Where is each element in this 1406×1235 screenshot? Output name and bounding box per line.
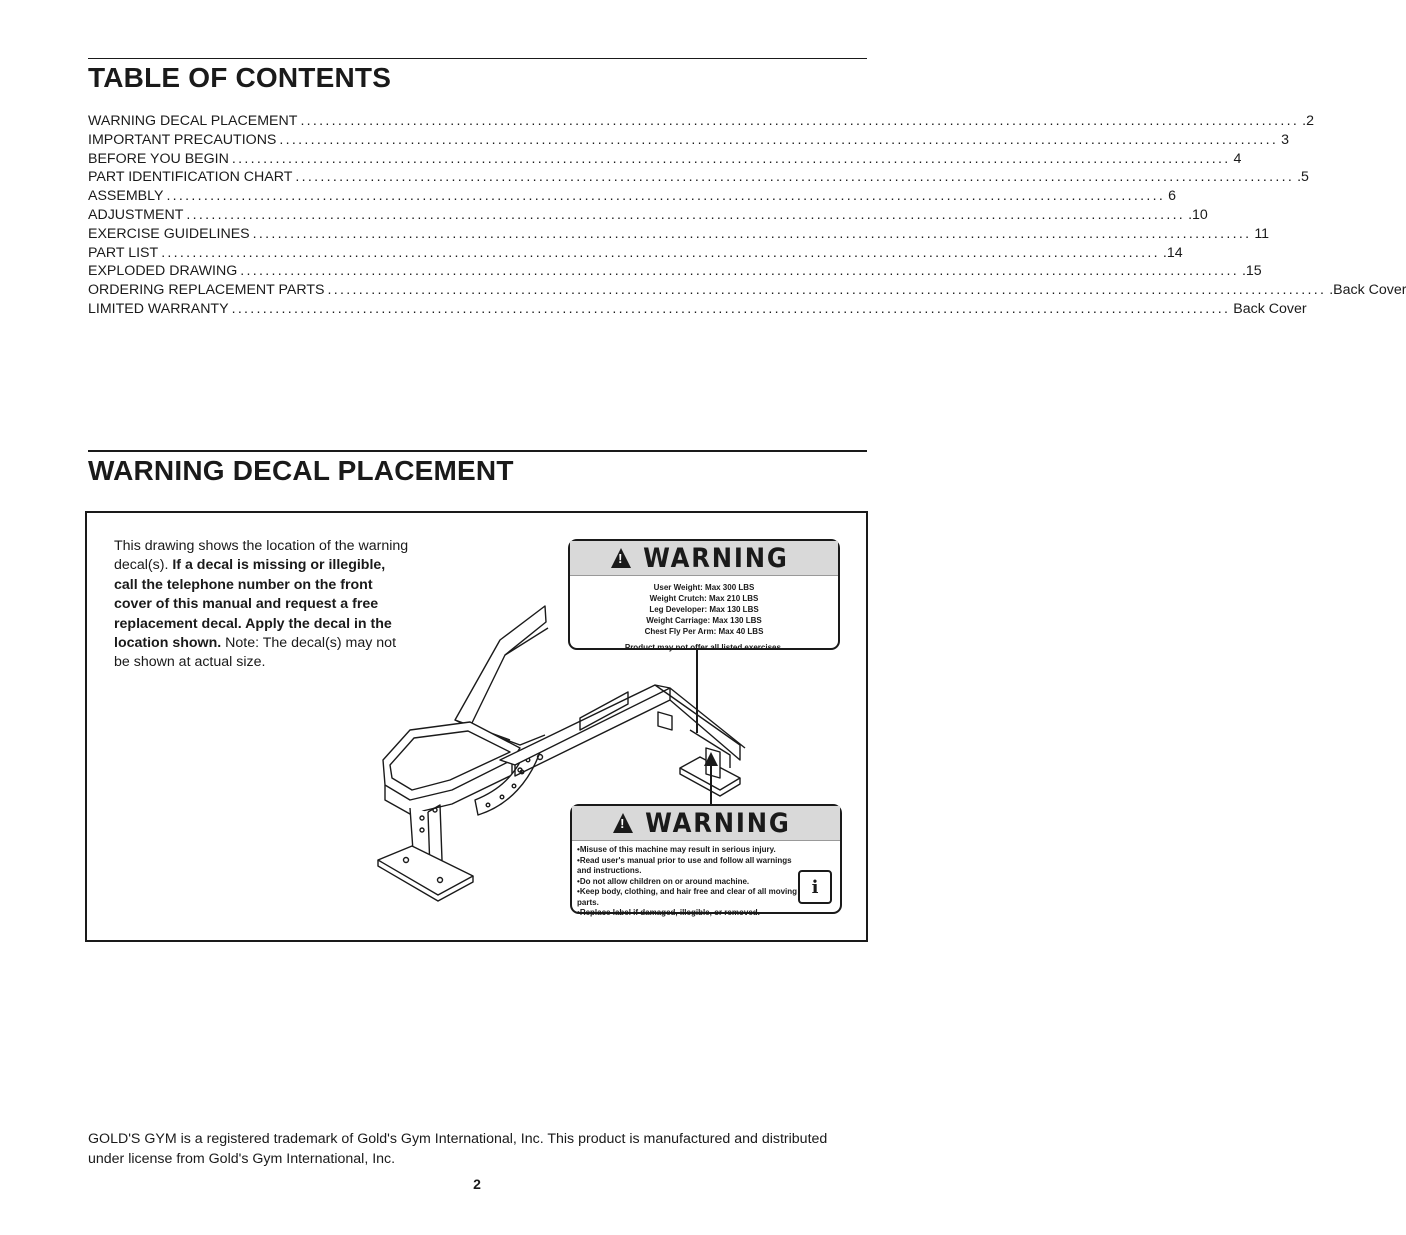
toc-dot-leader: ................................................................................................................................................................ — [161, 244, 1160, 261]
toc-entry[interactable] — [88, 169, 1309, 188]
toc-entry-title: PART LIST — [88, 244, 159, 261]
toc-list — [88, 113, 1406, 320]
trademark-notice: GOLD'S GYM is a registered trademark of Gold's Gym International, Inc. This product is manufactured and distributed under license from Gold's Gym International, Inc. — [88, 1131, 828, 1167]
intro-note-text: Note: The decal(s) may not be shown at actual size. — [114, 635, 397, 671]
weight-limit-decal — [568, 539, 840, 650]
toc-entry-page: 3 — [1281, 131, 1289, 148]
page-number: 2 — [473, 1176, 481, 1192]
weight-limits-list — [570, 582, 838, 637]
toc-dot-leader: ................................................................................................................................................................ — [295, 169, 1295, 186]
toc-dot-leader: ................................................................................................................................................................ — [186, 206, 1186, 223]
toc-entry[interactable] — [88, 131, 1289, 151]
toc-entry-title: BEFORE YOU BEGIN — [88, 150, 229, 167]
decal-title: WARNING — [645, 807, 791, 839]
toc-entry[interactable] — [88, 225, 1270, 245]
toc-entry-page: .15 — [1241, 263, 1262, 280]
toc-entry-page: 4 — [1233, 150, 1242, 167]
weight-limit-line: Weight Carriage: Max 130 LBS — [646, 616, 762, 625]
toc-entry[interactable] — [88, 150, 1242, 170]
toc-top-rule — [88, 58, 867, 59]
weight-limit-line: User Weight: Max 300 LBS — [653, 583, 755, 592]
toc-dot-leader: ................................................................................................................................................................ — [240, 263, 1239, 280]
toc-entry-title: WARNING DECAL PLACEMENT — [88, 113, 298, 129]
safety-rule: • Read user's manual prior to use and follow all warnings and instructions. — [577, 856, 807, 877]
safety-rule: • Misuse of this machine may result in serious injury. — [577, 845, 807, 856]
toc-entry-title: ASSEMBLY — [88, 188, 164, 205]
toc-entry-title: ORDERING REPLACEMENT PARTS — [88, 282, 325, 299]
warning-triangle-icon: ! — [613, 813, 633, 833]
toc-entry-page: 6 — [1168, 188, 1177, 205]
decal-title: WARNING — [643, 542, 789, 574]
decal-header — [572, 806, 840, 841]
toc-entry[interactable] — [88, 263, 1262, 282]
warning-section-rule — [88, 450, 867, 452]
toc-entry[interactable] — [88, 206, 1208, 226]
weight-limit-line: Weight Crutch: Max 210 LBS — [649, 594, 759, 603]
toc-dot-leader: ................................................................................................................................................................ — [327, 282, 1327, 299]
toc-dot-leader: ................................................................................................................................................................ — [300, 113, 1300, 129]
toc-entry[interactable] — [88, 300, 1307, 320]
toc-entry-title: LIMITED WARRANTY — [88, 300, 229, 317]
toc-entry-title: EXPLODED DRAWING — [88, 263, 238, 280]
intro-plain-text: This drawing shows the location of the warning decal(s). — [114, 538, 409, 574]
toc-entry-page: .Back Cover — [1329, 282, 1406, 299]
toc-dot-leader: ................................................................................................................................................................ — [231, 150, 1231, 167]
toc-dot-leader: ................................................................................................................................................................ — [279, 131, 1279, 148]
read-manual-icon: i — [798, 870, 832, 904]
toc-entry[interactable] — [88, 188, 1177, 207]
toc-entry-title: IMPORTANT PRECAUTIONS — [88, 131, 277, 148]
safety-warning-decal — [570, 804, 842, 917]
toc-entry-page: Back Cover — [1233, 300, 1307, 317]
decal-header — [570, 541, 838, 576]
safety-rules-list — [577, 845, 807, 919]
safety-rule: • Do not allow children on or around machine. — [577, 877, 807, 888]
toc-entry[interactable] — [88, 282, 1406, 301]
toc-entry-page: .10 — [1188, 206, 1208, 223]
safety-rule: • Keep body, clothing, and hair free and clear of all moving parts. — [577, 887, 807, 908]
toc-entry-page: .2 — [1302, 113, 1314, 129]
toc-entry[interactable] — [88, 244, 1183, 264]
weight-limit-line: Leg Developer: Max 130 LBS — [649, 605, 759, 614]
toc-entry-page: .5 — [1297, 169, 1309, 186]
toc-dot-leader: ................................................................................................................................................................ — [252, 225, 1252, 242]
toc-entry-page: 11 — [1254, 225, 1270, 242]
toc-entry-title: PART IDENTIFICATION CHART — [88, 169, 293, 186]
decal-intro-paragraph — [114, 537, 409, 673]
safety-rule: • Replace label if damaged, illegible, or removed. — [577, 908, 807, 919]
weight-limit-line: Chest Fly Per Arm: Max 40 LBS — [644, 627, 764, 636]
toc-dot-leader: ................................................................................................................................................................ — [231, 300, 1231, 317]
toc-heading: TABLE OF CONTENTS — [88, 62, 392, 93]
toc-entry[interactable] — [88, 113, 1314, 132]
intro-bold-text: If a decal is missing or illegible, call the telephone number on the front cover of this manual and request a free replacement decal. Apply the decal in the location shown. — [114, 557, 392, 652]
toc-dot-leader: ................................................................................................................................................................ — [166, 188, 1166, 205]
toc-entry-title: EXERCISE GUIDELINES — [88, 225, 250, 242]
toc-entry-page: .14 — [1162, 244, 1183, 261]
decal-note: Product may not offer all listed exercises. — [624, 643, 784, 652]
toc-entry-title: ADJUSTMENT — [88, 206, 184, 223]
warning-section-heading: WARNING DECAL PLACEMENT — [88, 455, 514, 486]
warning-triangle-icon: ! — [611, 548, 631, 568]
